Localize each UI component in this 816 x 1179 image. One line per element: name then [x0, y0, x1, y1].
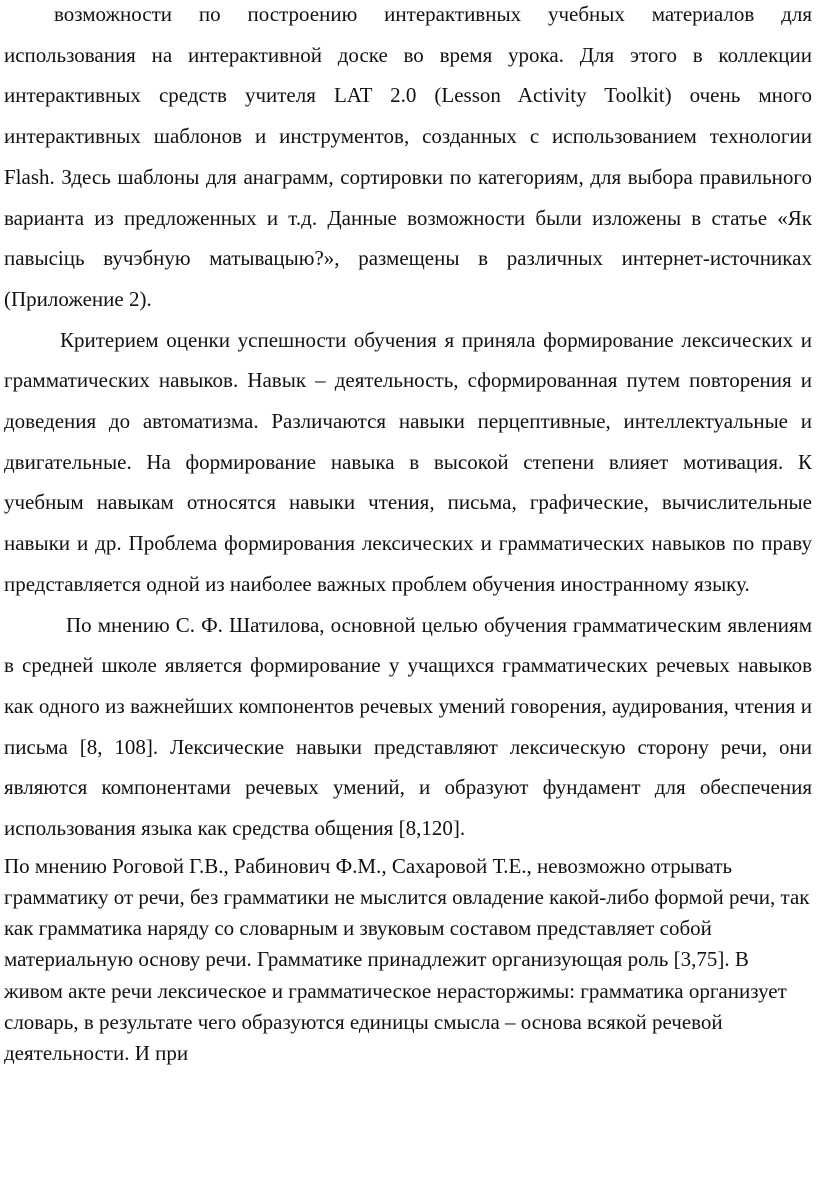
paragraph-2: Критерием оценки успешности обучения я приняла формирование лексических и грамматических навыков. Навык – деятельность, сформированная путем повторения и доведения до автоматизма. Различаются навыки перцептивные, интеллектуальные и двигательные. На формирование навыка в высокой степени влияет мотивация. К учебным навыкам относятся навыки чтения, письма, графические, вычислительные навыки и др. Проблема формирования лексических и грамматических навыков по праву представляется одной из наиболее важных проблем обучения иностранному языку. — [4, 327, 812, 596]
paragraph-3: По мнению С. Ф. Шатилова, основной целью обучения грамматическим явлениям в средней школе является формирование у учащихся грамматических речевых навыков как одного из важнейших компонентов речевых умений говорения, аудирования, чтения и письма [8, 108]. Лексические навыки представляют лексическую сторону речи, они являются компонентами речевых умений, и образуют фундамент для обеспечения использования языка как средства общения [8,120]. — [4, 612, 812, 841]
paragraph-1: возможности по построению интерактивных учебных материалов для использования на интерактивной доске во время урока. Для этого в коллекции интерактивных средств учителя LAT 2.0 (Lesson Activity Toolkit) очень много интерактивных шаблонов и инструментов, созданных с использованием технологии Flash. Здесь шаблоны для анаграмм, сортировки по категориям, для выбора правильного варианта из предложенных и т.д. Данные возможности были изложены в статье «Як павысіць вучэбную матывацыю?», размещены в различных интернет-источниках (Приложение 2). — [4, 2, 812, 311]
paragraph-4: По мнению Роговой Г.В., Рабинович Ф.М., Сахаровой Т.Е., невозможно отрывать грамматику от речи, без грамматики не мыслится овладение какой-либо формой речи, так как грамматика наряду со словарным и звуковым составом представляет собой материальную основу речи. Грамматике принадлежит организующая роль [3,75]. В живом акте речи лексическое и грамматическое нерасторжимы: грамматика организует словарь, в результате чего образуются единицы смысла – основа всякой речевой деятельности. И при — [4, 853, 810, 1065]
